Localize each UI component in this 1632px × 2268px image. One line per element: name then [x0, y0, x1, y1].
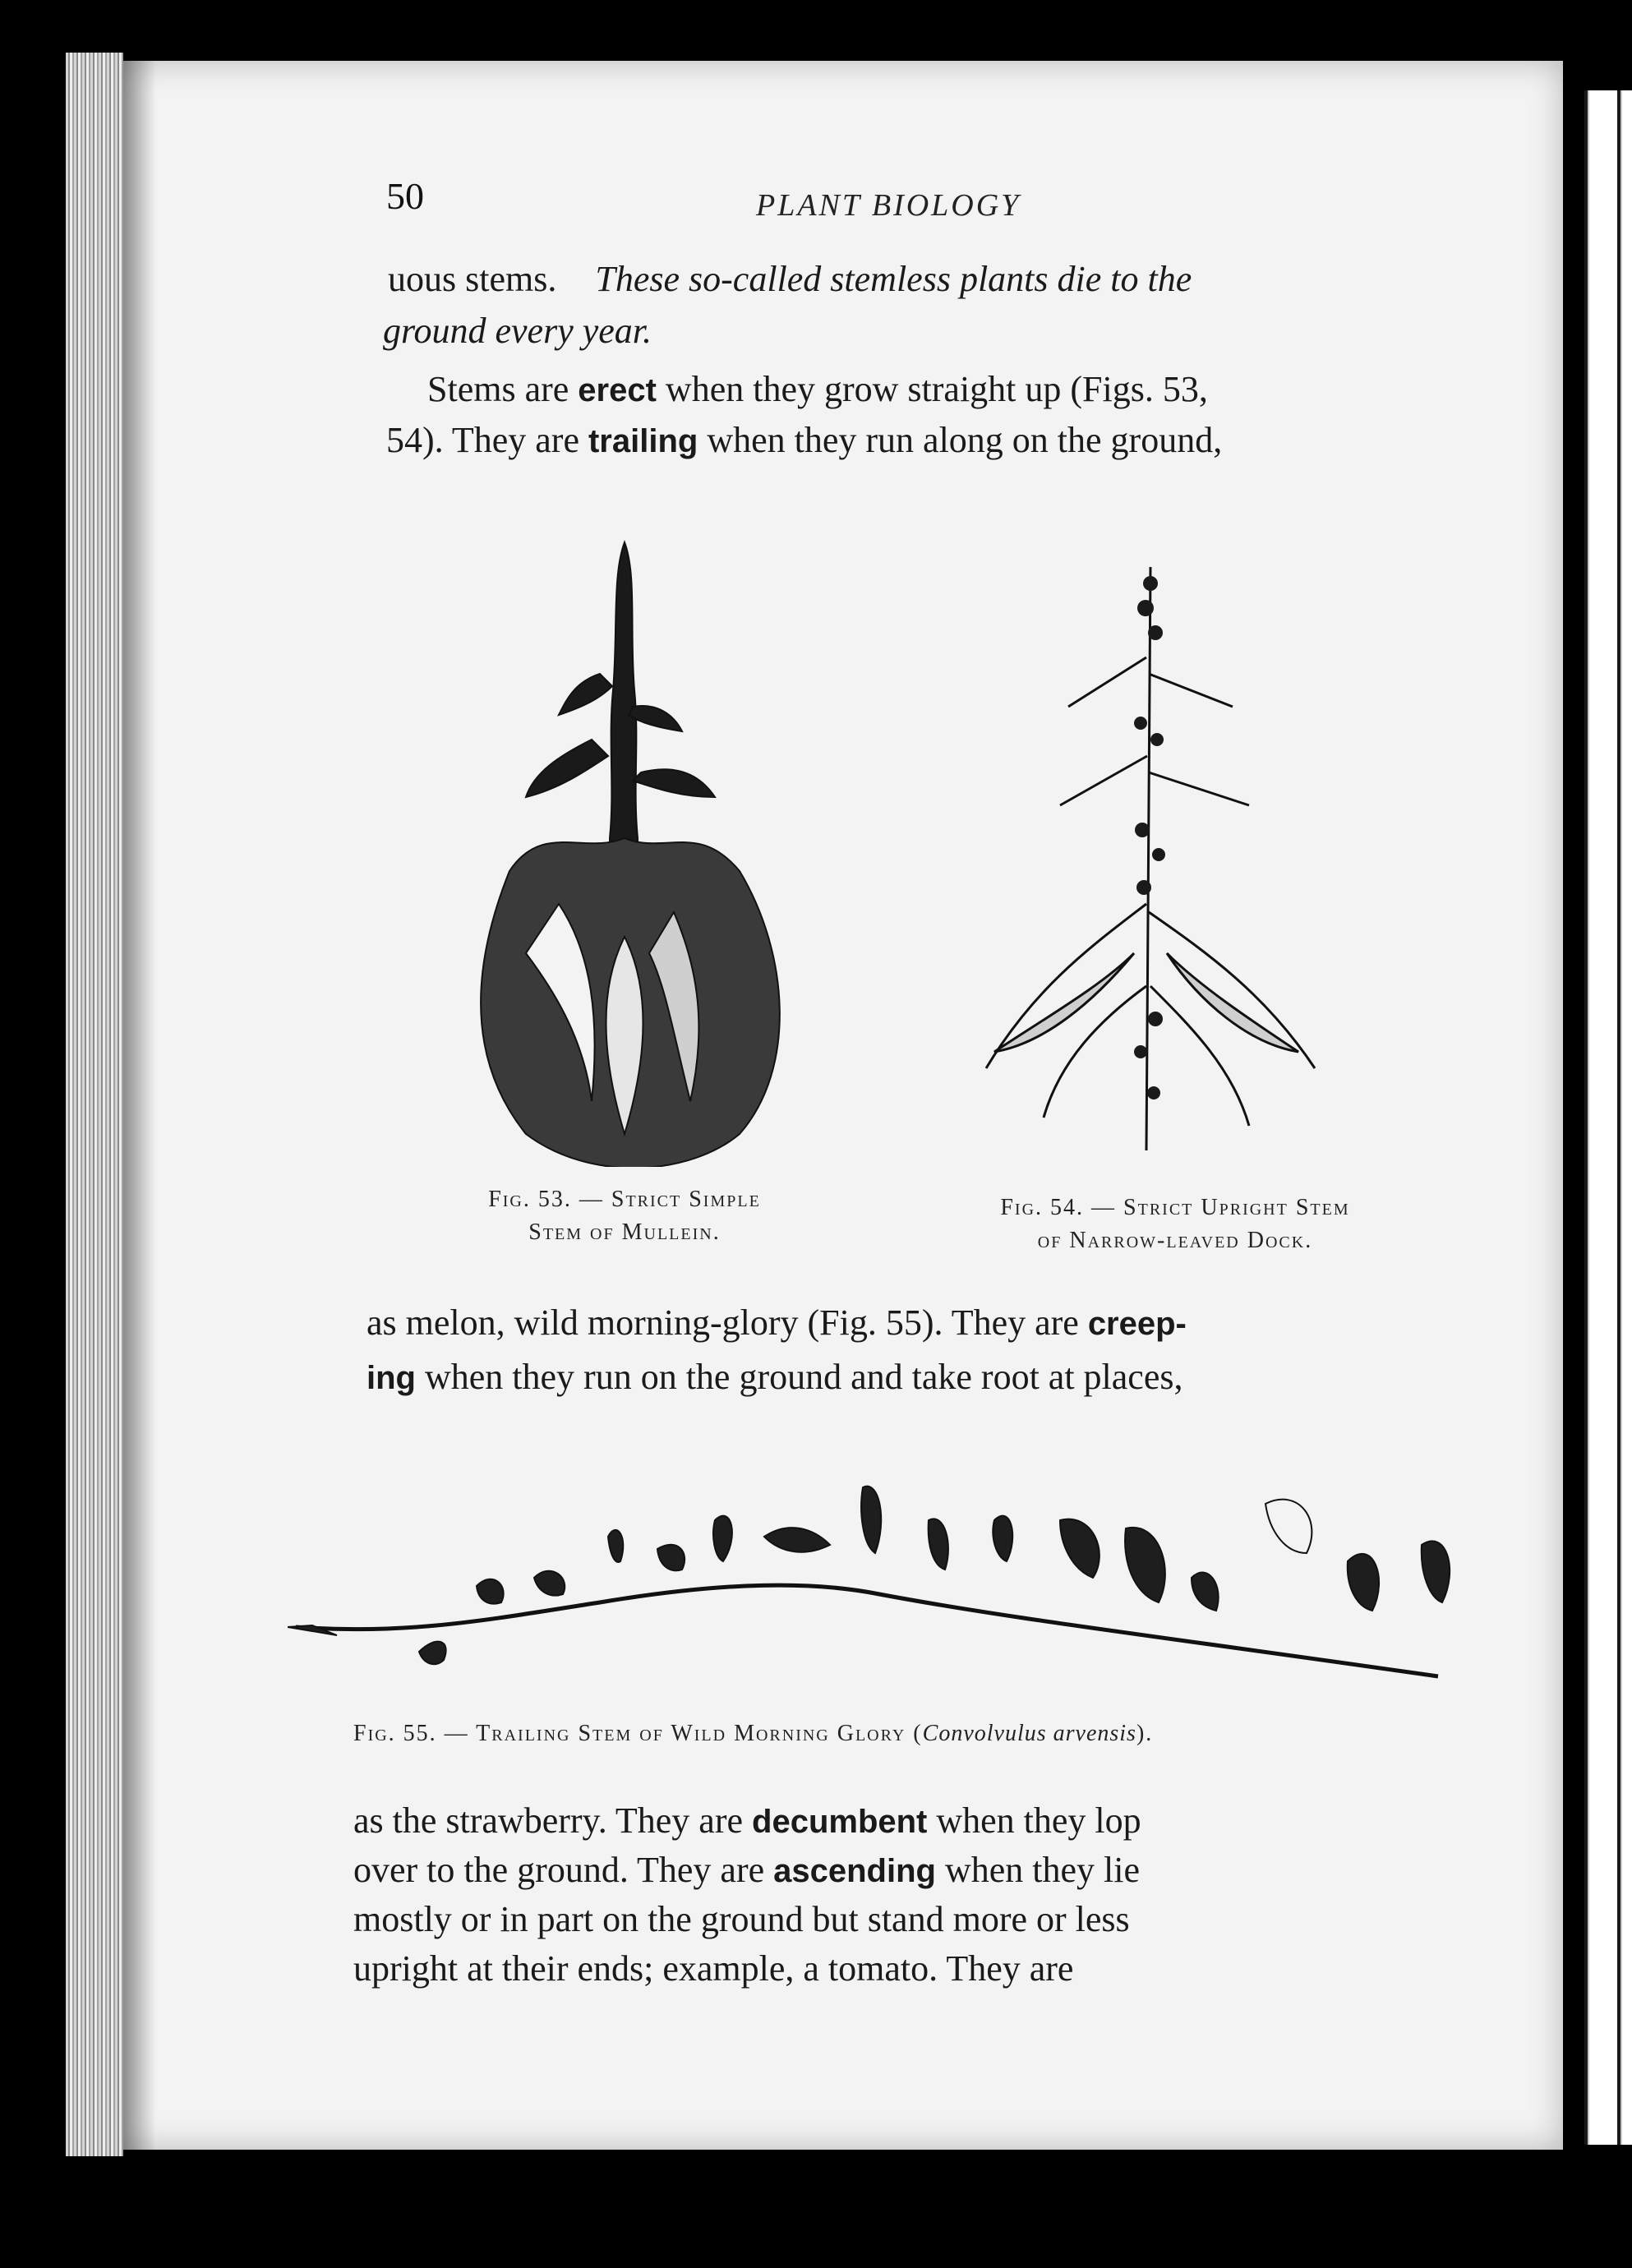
caption-latin-name: Convolvulus arvensis	[922, 1721, 1136, 1746]
text-span: over to the ground. They are	[353, 1850, 774, 1890]
figure-55-caption	[353, 1717, 1405, 1750]
bold-term-creeping: creep-	[1087, 1306, 1187, 1342]
caption-line: Fig. 54. — Strict Upright Stem	[1000, 1195, 1350, 1220]
bold-term-trailing: trailing	[588, 423, 698, 459]
book-binding	[66, 53, 123, 2156]
text-span: Stems are	[427, 369, 579, 409]
text-span: when they lop	[927, 1800, 1141, 1841]
body-line: mostly or in part on the ground but stand more or less	[353, 1899, 1130, 1939]
facing-page-edge	[1584, 90, 1632, 2145]
body-line	[353, 1798, 1141, 1845]
running-title: PLANT BIOLOGY	[756, 188, 1021, 223]
caption-line: Fig. 53. — Strict Simple	[488, 1187, 761, 1212]
italic-text: These so-called stemless plants die to the	[595, 259, 1192, 299]
gutter-shadow	[123, 61, 156, 2150]
body-line	[367, 1300, 1187, 1347]
body-line	[353, 1847, 1140, 1894]
page-number: 50	[386, 175, 424, 217]
text-span: when they run on the ground and take root at places,	[415, 1357, 1183, 1397]
figure-54-dock-illustration	[970, 559, 1331, 1175]
body-line	[388, 256, 1192, 302]
bold-term-erect: erect	[578, 372, 657, 408]
text-span: 54). They are	[386, 420, 588, 460]
figure-54-caption	[937, 1192, 1413, 1257]
text-span: when they run along on the ground,	[698, 420, 1223, 460]
body-line	[427, 366, 1208, 413]
bold-term-ascending: ascending	[773, 1853, 936, 1889]
text-span: as the strawberry. They are	[353, 1800, 753, 1841]
text-span: when they lie	[935, 1850, 1141, 1890]
caption-text: Fig. 55. — Trailing Stem of Wild Morning Glory (	[353, 1721, 923, 1746]
text-span: when they grow straight up (Figs. 53,	[656, 369, 1208, 409]
bold-term-decumbent: decumbent	[752, 1804, 928, 1840]
body-line	[386, 417, 1222, 464]
body-line: upright at their ends; example, a tomato. They are	[353, 1948, 1074, 1989]
text-span: uous stems.	[388, 259, 557, 299]
figure-55-morning-glory-illustration	[288, 1471, 1463, 1709]
body-line	[367, 1354, 1183, 1401]
text-span: as melon, wild morning-glory (Fig. 55). They are	[367, 1302, 1088, 1343]
caption-line: Stem of Mullein.	[528, 1219, 721, 1245]
figure-53-mullein-illustration	[427, 526, 822, 1167]
caption-text: ).	[1136, 1721, 1154, 1746]
figure-53-caption	[427, 1183, 822, 1249]
caption-line: of Narrow-leaved Dock.	[1037, 1228, 1313, 1253]
bold-term-creeping-cont: ing	[367, 1360, 416, 1396]
body-line: ground every year.	[383, 311, 652, 351]
